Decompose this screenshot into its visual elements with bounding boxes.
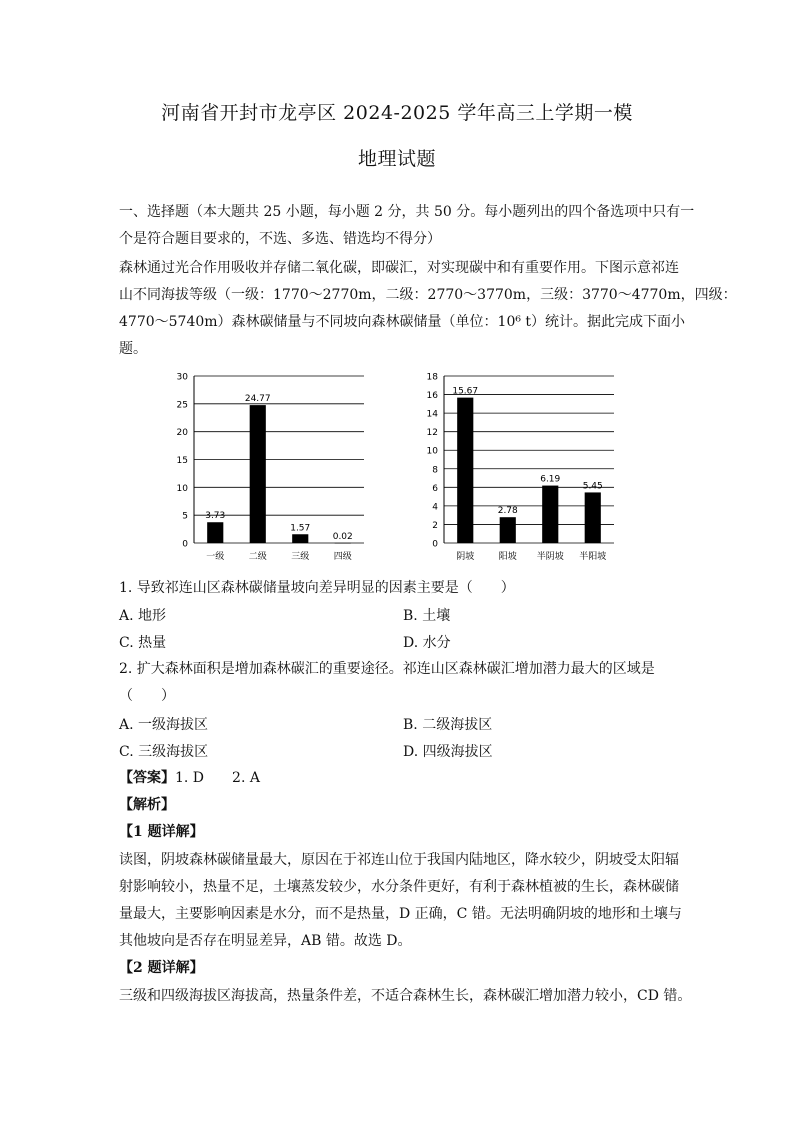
data-label: 5.45	[582, 481, 603, 492]
y-tick-label: 20	[176, 428, 188, 439]
x-tick-label: 半阴坡	[536, 552, 564, 562]
stem-line4: 题。	[119, 341, 147, 357]
exam-title-line2: 地理试题	[357, 148, 436, 170]
q1-option-a: A. 地形	[119, 608, 167, 624]
data-label: 2.78	[497, 506, 518, 517]
y-tick-label: 2	[432, 520, 438, 531]
bar	[250, 405, 266, 543]
x-tick-label: 一级	[206, 552, 225, 562]
bar	[542, 486, 558, 543]
elevation-carbon-chart	[160, 366, 370, 571]
q2-option-b: B. 二级海拔区	[403, 717, 493, 733]
data-label: 0.02	[332, 531, 353, 542]
analysis-label: 【解析】	[119, 797, 175, 813]
q1-option-b: B. 土壤	[403, 608, 451, 624]
answer-label: 【答案】	[119, 770, 175, 786]
q1-option-c: C. 热量	[119, 635, 167, 651]
data-label: 24.77	[244, 394, 271, 405]
y-tick-label: 30	[176, 372, 188, 383]
y-tick-label: 4	[432, 502, 438, 513]
q2-stem-line2: （ ）	[119, 688, 175, 704]
stem-line1: 森林通过光合作用吸收并存储二氧化碳，即碳汇，对实现碳中和有重要作用。下图示意祁连	[119, 260, 679, 276]
exam-title-line1: 河南省开封市龙亭区 2024-2025 学年高三上学期一模	[161, 102, 633, 124]
y-tick-label: 25	[176, 400, 188, 411]
detail1-line: 读图，阴坡森林碳储量最大，原因在于祁连山位于我国内陆地区，降水较少，阴坡受太阳辐	[119, 852, 679, 868]
data-label: 3.73	[205, 511, 226, 522]
detail1-label: 【1 题详解】	[119, 824, 204, 840]
data-label: 1.57	[290, 523, 311, 534]
bar	[457, 398, 473, 543]
y-tick-label: 10	[176, 483, 188, 494]
bar	[207, 522, 223, 543]
y-tick-label: 15	[176, 456, 188, 466]
detail2-label: 【2 题详解】	[119, 960, 204, 976]
y-tick-label: 0	[182, 539, 188, 550]
bar	[585, 492, 601, 543]
bar	[335, 543, 351, 544]
stem-line3: 4770～5740m）森林碳储量与不同坡向森林碳储量（单位：10⁶ t）统计。据此完成下面小	[119, 314, 686, 330]
answer-text: 1. D 2. A	[175, 770, 260, 786]
x-tick-label: 四级	[333, 552, 352, 562]
y-tick-label: 18	[426, 372, 438, 383]
x-tick-label: 二级	[248, 552, 267, 562]
q1-option-d: D. 水分	[403, 635, 451, 651]
data-label: 6.19	[540, 474, 561, 485]
y-tick-label: 6	[432, 483, 438, 494]
data-label: 15.67	[452, 386, 479, 397]
q1-stem: 1. 导致祁连山区森林碳储量坡向差异明显的因素主要是（ ）	[119, 580, 515, 596]
x-tick-label: 阴坡	[456, 552, 475, 562]
detail2-line1: 三级和四级海拔区海拔高，热量条件差，不适合森林生长，森林碳汇增加潜力较小，CD 错。	[119, 988, 692, 1004]
x-tick-label: 阳坡	[498, 552, 517, 562]
detail1-line: 射影响较小，热量不足，土壤蒸发较少，水分条件更好，有利于森林植被的生长，森林碳储	[119, 879, 679, 895]
y-tick-label: 12	[426, 428, 438, 439]
detail1-line: 其他坡向是否存在明显差异，AB 错。故选 D。	[119, 933, 412, 949]
y-tick-label: 0	[432, 539, 438, 550]
slope-carbon-chart	[410, 366, 620, 571]
section-heading-line2: 个是符合题目要求的，不选、多选、错选均不得分）	[119, 231, 441, 247]
x-tick-label: 三级	[291, 552, 310, 562]
bar	[292, 534, 308, 543]
q2-stem-line1: 2. 扩大森林面积是增加森林碳汇的重要途径。祁连山区森林碳汇增加潜力最大的区域是	[119, 661, 655, 677]
section-heading-line1: 一、选择题（本大题共 25 小题，每小题 2 分，共 50 分。每小题列出的四个备选项中只有一	[119, 204, 695, 220]
y-tick-label: 5	[182, 511, 188, 522]
y-tick-label: 8	[432, 465, 438, 476]
y-tick-label: 14	[426, 409, 438, 420]
y-tick-label: 10	[426, 446, 438, 457]
bar	[500, 517, 516, 543]
stem-line2: 山不同海拔等级（一级：1770～2770m，二级：2770～3770m，三级：3770～4770m，四级：	[119, 287, 737, 303]
x-tick-label: 半阳坡	[579, 552, 607, 562]
answer-line	[119, 768, 679, 788]
q2-option-d: D. 四级海拔区	[403, 744, 493, 760]
q2-option-a: A. 一级海拔区	[119, 717, 209, 733]
q2-option-c: C. 三级海拔区	[119, 744, 209, 760]
detail1-line: 量最大，主要影响因素是水分，而不是热量，D 正确，C 错。无法明确阴坡的地形和土壤与	[119, 906, 682, 922]
y-tick-label: 16	[426, 391, 438, 402]
